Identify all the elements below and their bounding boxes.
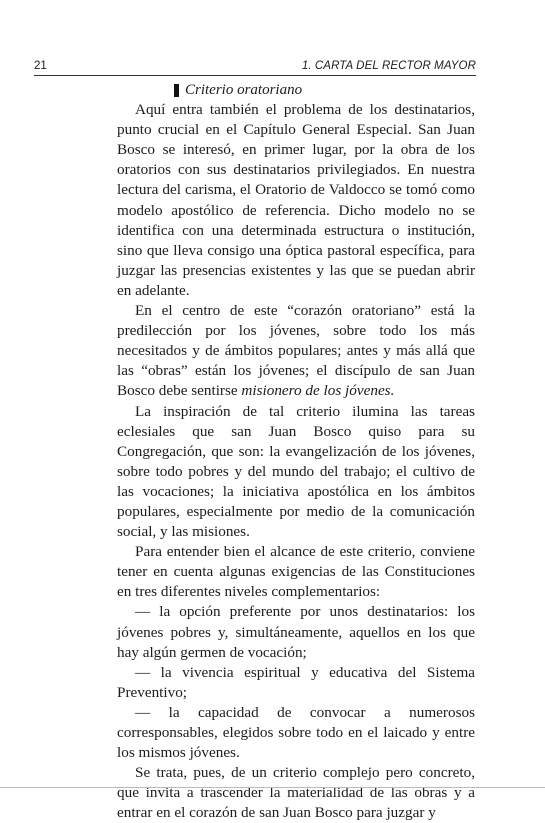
paragraph-1: Aquí entra también el problema de los destinatarios, punto crucial en el Capítulo General Especial. San Juan Bosco se interesó, en primer lugar, por la obra de los oratorios con sus destinatarios privilegiados. En nuestra lectura del carisma, el Oratorio de Valdocco se tomó como modelo apostólico de referencia. Dicho modelo no se identifica con una determinada estructura o institución, sino que lleva consigo una óptica pastoral específica, para juzgar las presencias existentes y las que se puedan abrir en adelante. [117,101,475,299]
page-header [34,60,476,76]
list-item-2: — la vivencia espiritual y educativa del Sistema Preventivo; [117,663,475,701]
running-title: 1. CARTA DEL RECTOR MAYOR [301,60,476,72]
paragraph-2-emphasis: misionero de los jóvenes. [241,382,395,400]
paragraph-5: Se trata, pues, de un criterio complejo pero concreto, que invita a trascender la materialidad de las obras y a entrar en el corazón de san Juan Bosco para juzgar y [117,764,475,822]
paragraph-4: Para entender bien el alcance de este criterio, conviene tener en cuenta algunas exigencias de las Constituciones en tres diferentes niveles complementarios: [117,543,475,601]
body-text [117,80,475,823]
paragraph-2 [117,301,475,401]
paragraph-2-text: En el centro de este “corazón oratoriano” está la predilección por los jóvenes, sobre todo los más necesitados y de ámbitos populares; antes y más allá que las “obras” están los jóvenes; el discípulo de san Juan Bosco debe sentirse [117,302,475,400]
list-item-3: — la capacidad de convocar a numerosos corresponsables, elegidos sobre todo en el laicado y entre los mismos jóvenes. [117,703,475,762]
square-bullet-icon [174,84,179,97]
page-number: 21 [34,60,47,72]
paragraph-3: La inspiración de tal criterio ilumina las tareas eclesiales que san Juan Bosco quiso para su Congregación, que son: la evangelización de los jóvenes, sobre todo pobres y del mundo del trabajo; el cultivo de las vocaciones; la iniciativa apostólica en los ámbitos populares, especialmente por medio de la comunicación social, y las misiones. [117,402,475,541]
section-heading [117,80,475,100]
section-heading-text: Criterio oratoriano [185,82,303,98]
header-rule [34,75,476,76]
list-item-1: — la opción preferente por unos destinatarios: los jóvenes pobres y, simultáneamente, aquellos en los que hay algún germen de vocación; [117,603,475,661]
page-edge-line [0,787,545,788]
